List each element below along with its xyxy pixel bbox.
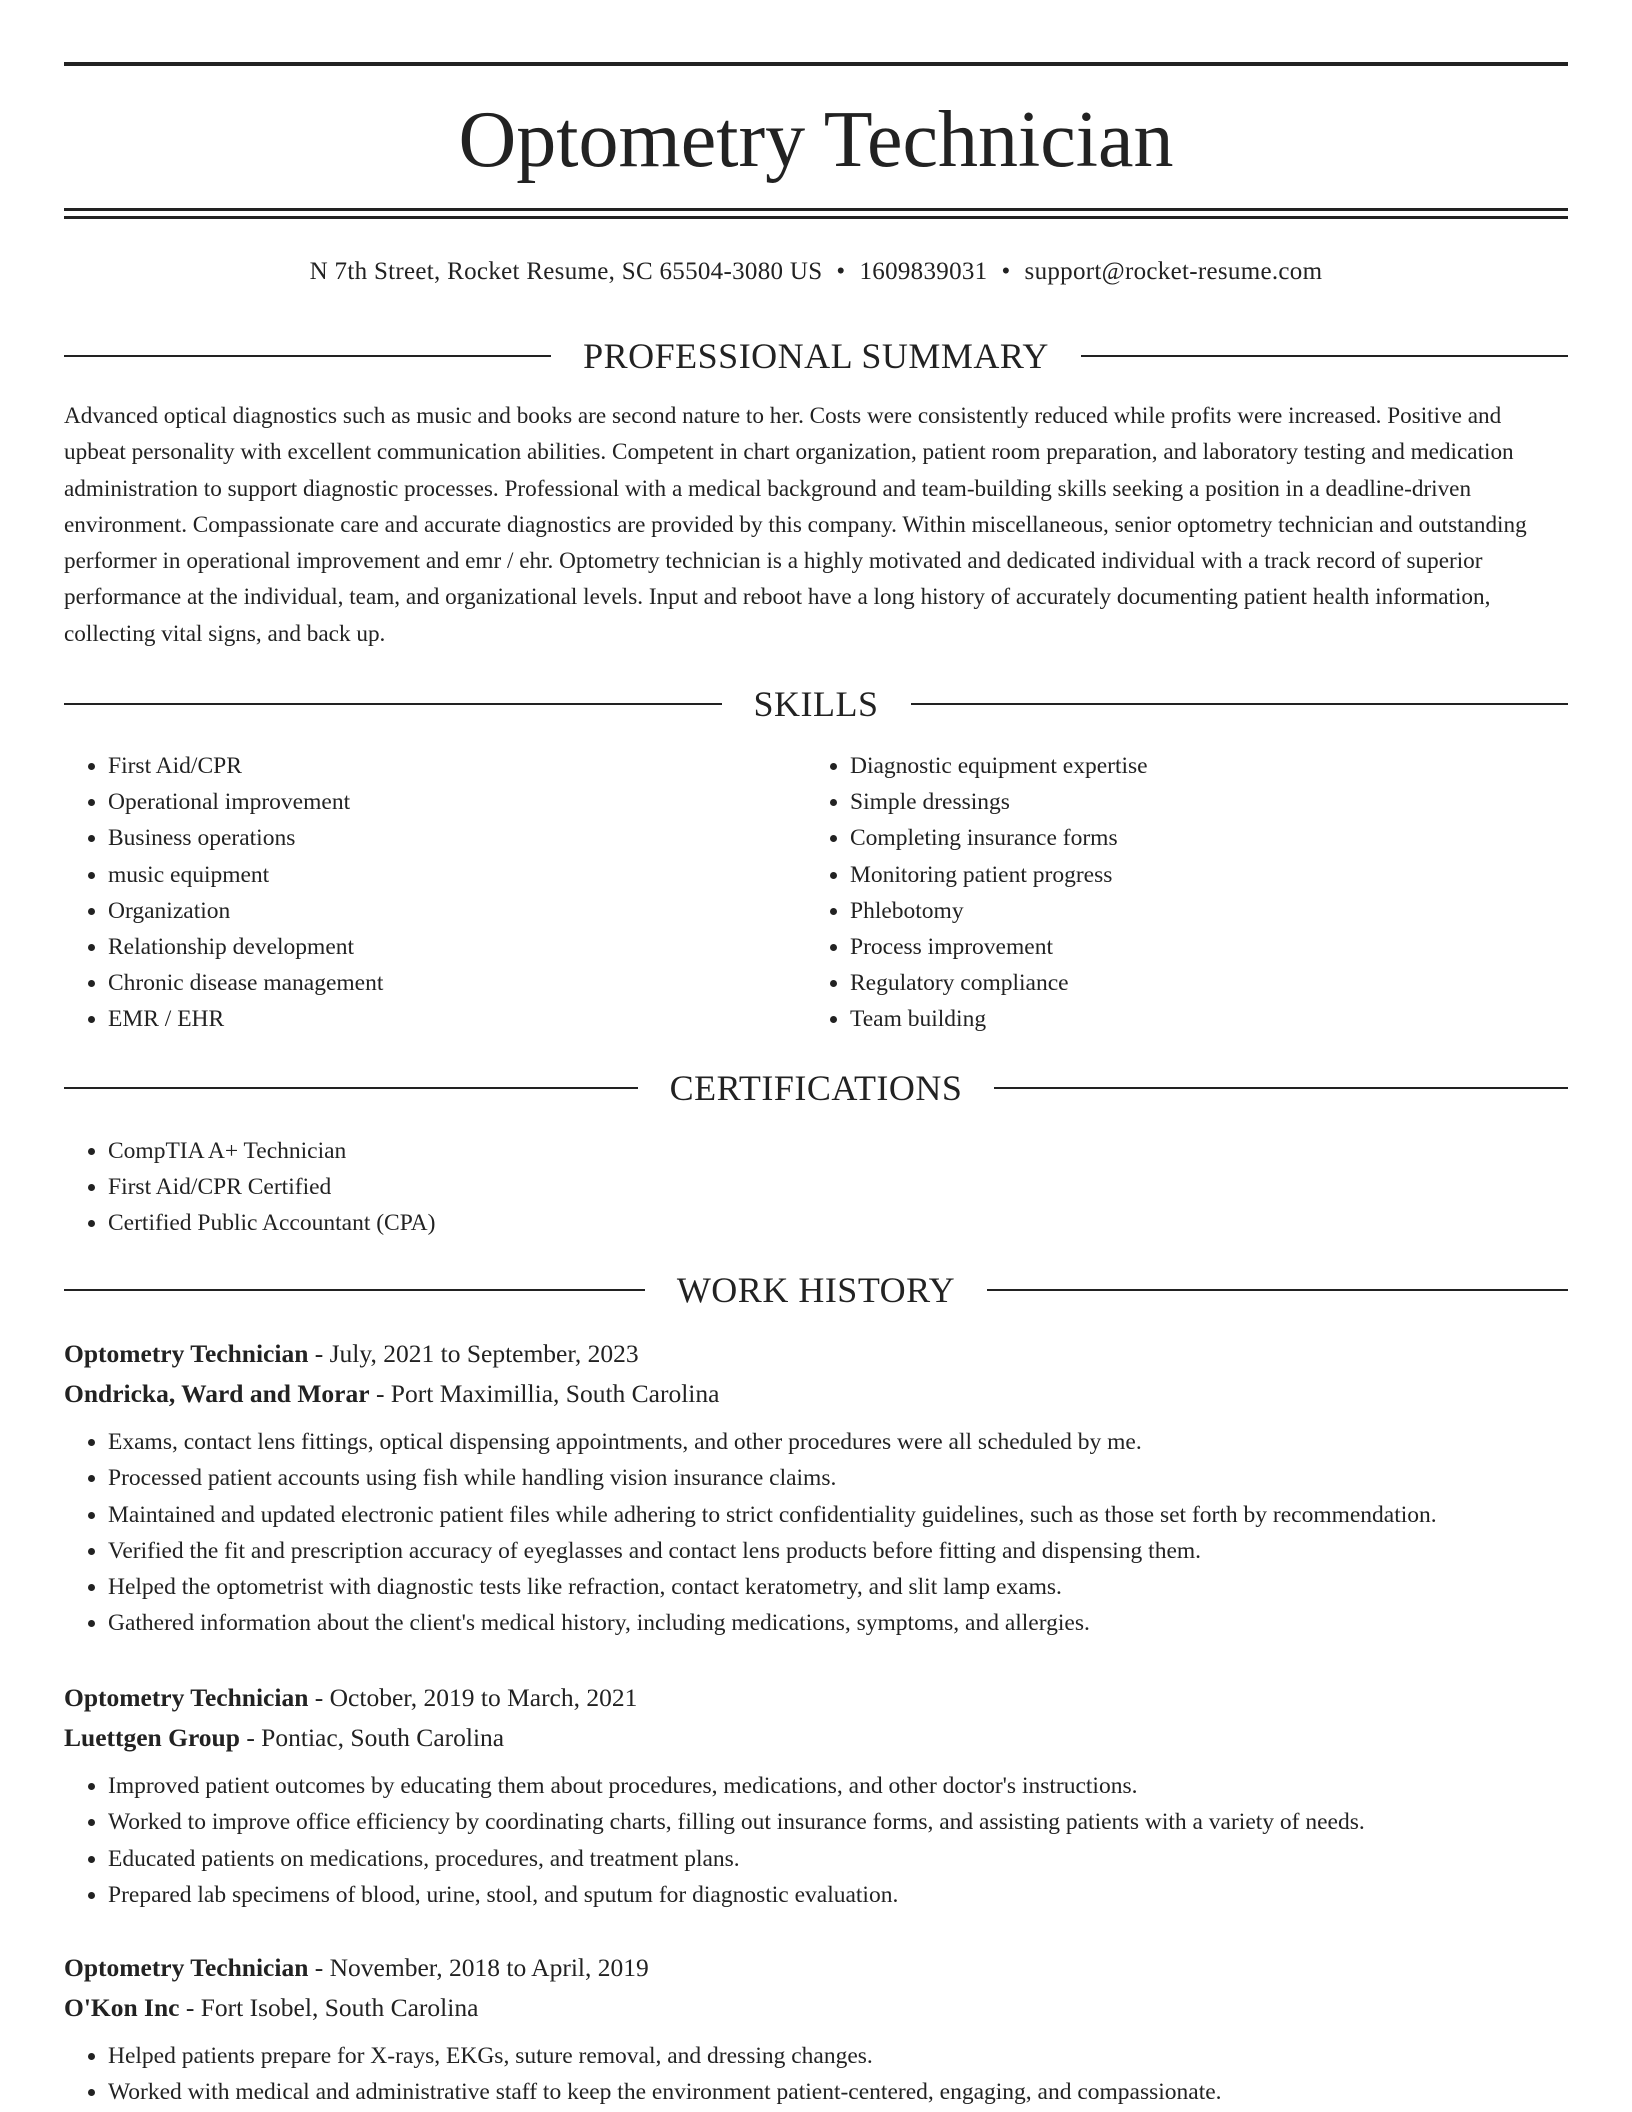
job-title-line xyxy=(64,1334,1568,1374)
job-bullet: • Worked with medical and administrative staff to keep the environment patient-centered, engaging, and compassionate. xyxy=(108,2074,1568,2110)
job-location: - Pontiac, South Carolina xyxy=(239,1723,505,1752)
skill-item: • Simple dressings xyxy=(850,784,1546,820)
job-bullet: • Helped the optometrist with diagnostic tests like refraction, contact keratometry, and slit lamp exams. xyxy=(108,1569,1568,1605)
skill-item: • Operational improvement xyxy=(108,784,804,820)
skill-item: • Phlebotomy xyxy=(850,893,1546,929)
skill-item: • Monitoring patient progress xyxy=(850,857,1546,893)
section-title: PROFESSIONAL SUMMARY xyxy=(583,336,1049,376)
job-title: Optometry Technician xyxy=(64,1953,309,1982)
job-bullet: • Helped patients prepare for X-rays, EKGs, suture removal, and dressing changes. xyxy=(108,2038,1568,2074)
skill-item: • EMR / EHR xyxy=(108,1001,804,1037)
contact-separator: • xyxy=(1001,258,1011,285)
job-company-line xyxy=(64,1718,1568,1758)
job-dates: - October, 2019 to March, 2021 xyxy=(308,1683,638,1712)
job-bullet: • Verified the fit and prescription accuracy of eyeglasses and contact lens products before fitting and dispensing them. xyxy=(108,1533,1568,1569)
summary-text: Advanced optical diagnostics such as music and books are second nature to her. Costs were consistently reduced while profits were increased. Positive and upbeat personality with excellent communication abilities. Competent in chart organization, patient room preparation, and laboratory testing and medication administration to support diagnostic processes. Professional with a medical background and team-building skills seeking a position in a deadline-driven environment. Compassionate care and accurate diagnostics are provided by this company. Within miscellaneous, senior optometry technician and outstanding performer in operational improvement and emr / ehr. Optometry technician is a highly motivated and dedicated individual with a track record of superior performance at the individual, team, and organizational levels. Input and reboot have a long history of accurately documenting patient health information, collecting vital signs, and back up. xyxy=(64,403,1527,647)
section-title: WORK HISTORY xyxy=(676,1270,956,1310)
job-company-line xyxy=(64,1988,1568,2028)
section-rule xyxy=(64,1087,638,1089)
contact-email: support@rocket-resume.com xyxy=(1024,258,1323,285)
skill-item: • First Aid/CPR xyxy=(108,748,804,784)
contact-address: N 7th Street, Rocket Resume, SC 65504-3080 US xyxy=(309,258,823,285)
job-company-line xyxy=(64,1374,1568,1414)
job-bullet: • Exams, contact lens fittings, optical dispensing appointments, and other procedures were all scheduled by me. xyxy=(108,1424,1568,1460)
skill-item: • Chronic disease management xyxy=(108,965,804,1001)
job-title: Optometry Technician xyxy=(64,1683,309,1712)
job-bullet: • Processed patient accounts using fish while handling vision insurance claims. xyxy=(108,1460,1568,1496)
certifications-list xyxy=(64,1133,1568,1242)
skill-item: • Team building xyxy=(850,1001,1546,1037)
contact-separator: • xyxy=(836,258,846,285)
skill-item: • Business operations xyxy=(108,820,804,856)
section-title: SKILLS xyxy=(753,684,879,724)
section-rule xyxy=(64,355,551,357)
section-rule xyxy=(994,1087,1568,1089)
work-entry xyxy=(64,1678,1568,1913)
skill-item: • Process improvement xyxy=(850,929,1546,965)
section-rule xyxy=(911,703,1569,705)
section-rule xyxy=(1081,355,1568,357)
skill-item: • Diagnostic equipment expertise xyxy=(850,748,1546,784)
job-location: - Fort Isobel, South Carolina xyxy=(179,1993,479,2022)
contact-phone: 1609839031 xyxy=(859,258,988,285)
certification-item: • First Aid/CPR Certified xyxy=(108,1169,1568,1205)
certification-item: • CompTIA A+ Technician xyxy=(108,1133,1568,1169)
section-header-skills xyxy=(64,679,1568,729)
job-title-line xyxy=(64,1948,1568,1988)
header-bottom-rule xyxy=(64,208,1568,211)
skills-column-left xyxy=(64,748,804,1038)
header-top-rule xyxy=(64,62,1568,66)
skill-item: • Completing insurance forms xyxy=(850,820,1546,856)
job-bullet: • Improved patient outcomes by educating them about procedures, medications, and other doctor's instructions. xyxy=(108,1768,1568,1804)
job-dates: - July, 2021 to September, 2023 xyxy=(308,1339,639,1368)
skill-item: • Relationship development xyxy=(108,929,804,965)
skill-item: • Regulatory compliance xyxy=(850,965,1546,1001)
section-rule xyxy=(64,1289,645,1291)
section-rule xyxy=(987,1289,1568,1291)
job-bullet: • Worked to improve office efficiency by coordinating charts, filling out insurance forms, and assisting patients with a variety of needs. xyxy=(108,1804,1568,1840)
job-location: - Port Maximillia, South Carolina xyxy=(369,1379,720,1408)
job-bullet: • Maintained and updated electronic patient files while adhering to strict confidentiality guidelines, such as those set forth by recommendation. xyxy=(108,1497,1568,1533)
skill-item: • music equipment xyxy=(108,857,804,893)
resume-name: Optometry Technician xyxy=(458,96,1174,184)
job-bullet: • Gathered information about the client's medical history, including medications, symptoms, and allergies. xyxy=(108,1605,1568,1641)
job-dates: - November, 2018 to April, 2019 xyxy=(308,1953,649,1982)
section-header-work-history xyxy=(64,1265,1568,1315)
skills-column-right xyxy=(806,748,1546,1038)
section-header-certifications xyxy=(64,1063,1568,1113)
job-bullet: • Educated patients on medications, procedures, and treatment plans. xyxy=(108,1841,1568,1877)
skill-item: • Organization xyxy=(108,893,804,929)
job-company: Luettgen Group xyxy=(64,1723,240,1752)
section-rule xyxy=(64,703,722,705)
job-company: Ondricka, Ward and Morar xyxy=(64,1379,370,1408)
work-entry xyxy=(64,1334,1568,1642)
job-bullet: • Prepared lab specimens of blood, urine, stool, and sputum for diagnostic evaluation. xyxy=(108,1877,1568,1913)
section-title: CERTIFICATIONS xyxy=(669,1068,963,1108)
section-header-summary xyxy=(64,331,1568,381)
certification-item: • Certified Public Accountant (CPA) xyxy=(108,1205,1568,1241)
job-title: Optometry Technician xyxy=(64,1339,309,1368)
work-entry xyxy=(64,1948,1568,2111)
header-bottom-rule-2 xyxy=(64,216,1568,219)
job-company: O'Kon Inc xyxy=(64,1993,180,2022)
contact-line xyxy=(64,254,1568,290)
job-title-line xyxy=(64,1678,1568,1718)
